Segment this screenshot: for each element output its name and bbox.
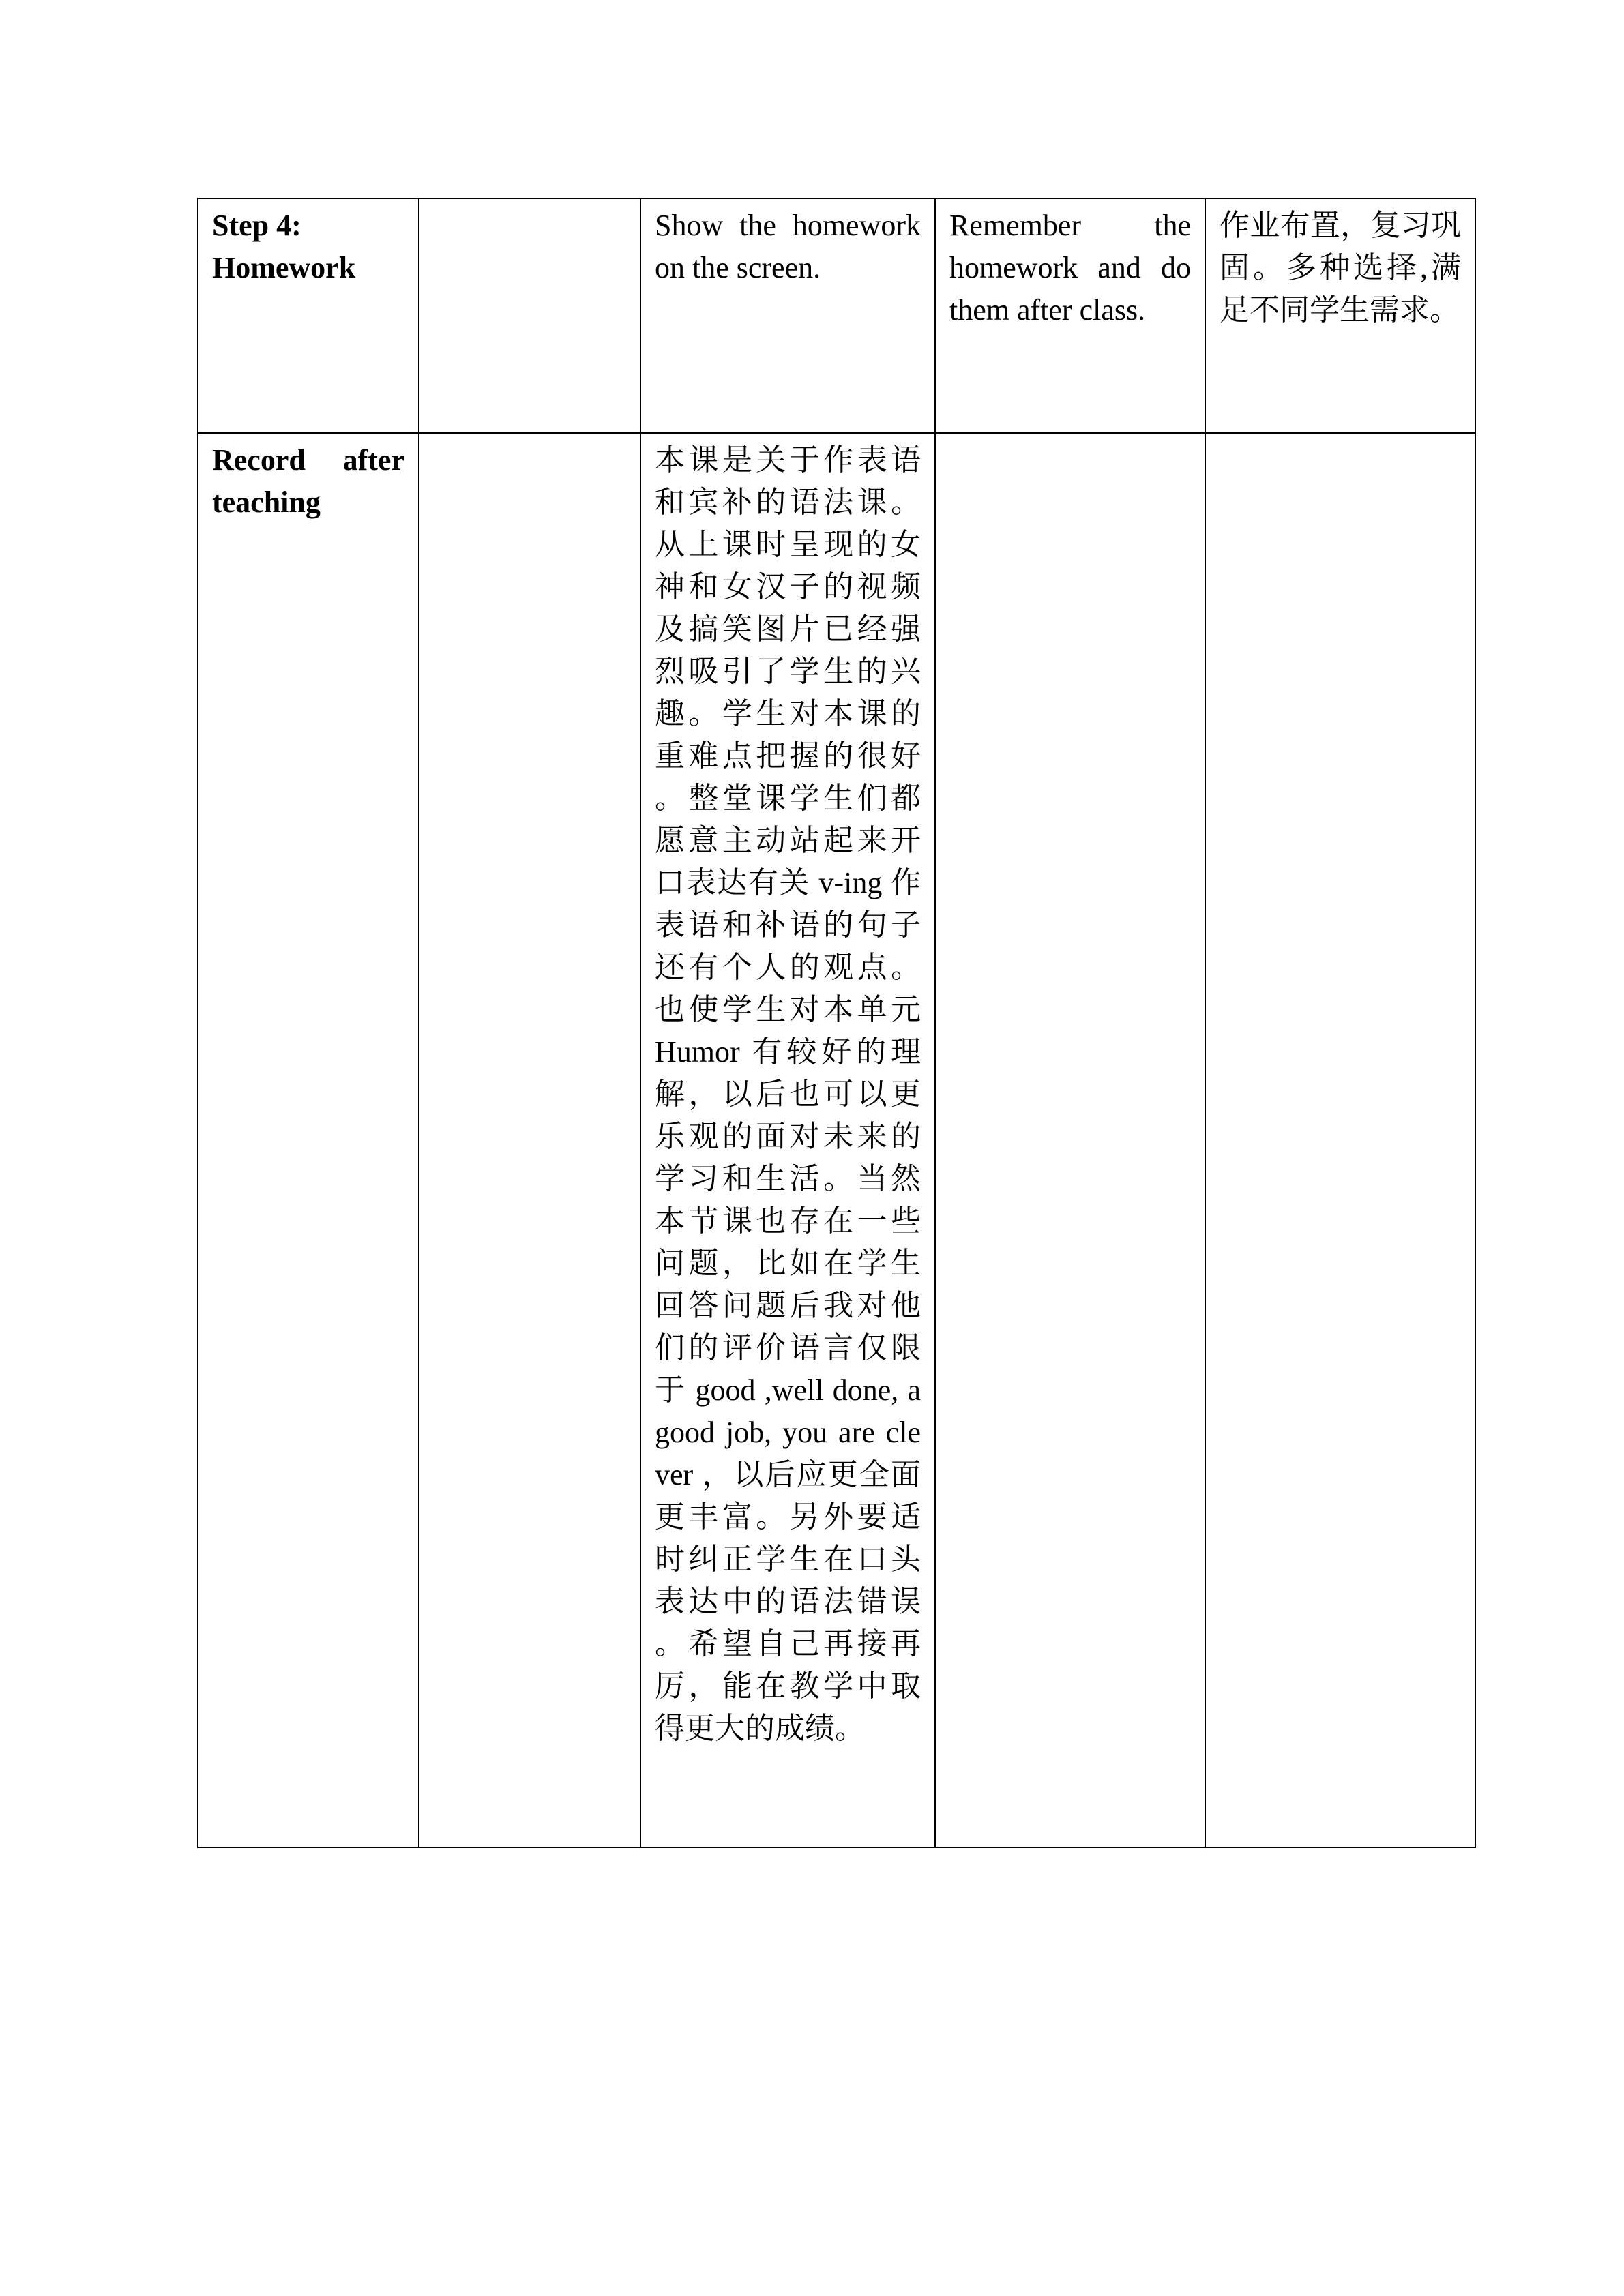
step-cell [198,198,419,433]
lesson-plan-table [197,198,1476,1848]
student-activity-text: Remember the homework and do them after class. [949,209,1191,327]
empty-cell [419,433,640,1847]
student-activity-cell [935,198,1205,433]
step-label: Record after teaching [212,443,404,519]
table-row-record [198,433,1475,1847]
purpose-text: 作业布置，复习巩固。多种选择,满足不同学生需求。 [1220,209,1461,327]
student-activity-cell [935,433,1205,1847]
reflection-cell [640,433,935,1847]
reflection-text: 本课是关于作表语和宾补的语法课。从上课时呈现的女神和女汉子的视频及搞笑图片已经强烈吸引了学生的兴趣。学生对本课的重难点把握的很好。整堂课学生们都愿意主动站起来开口表达有关 v-ing 作表语和补语的句子还有个人的观点。也使学生对本单元 Humor 有较好的理解，以后也可以更乐观的面对未来的学习和生活。当然本节课也存在一些问题，比如在学生回答问题后我对他们的评价语言仅限于 good ,well done, a good job, you are clever ，以后应更全面更丰富。另外要适时纠正学生在口头表达中的语法错误。希望自己再接再厉，能在教学中取得更大的成绩。 [655,443,921,1745]
purpose-cell [1205,433,1475,1847]
teacher-activity-cell [640,198,935,433]
purpose-cell [1205,198,1475,433]
empty-cell [419,198,640,433]
step-label: Step 4: Homework [212,209,356,284]
teacher-activity-text: Show the homework on the screen. [655,209,921,284]
table-row-homework [198,198,1475,433]
step-cell [198,433,419,1847]
